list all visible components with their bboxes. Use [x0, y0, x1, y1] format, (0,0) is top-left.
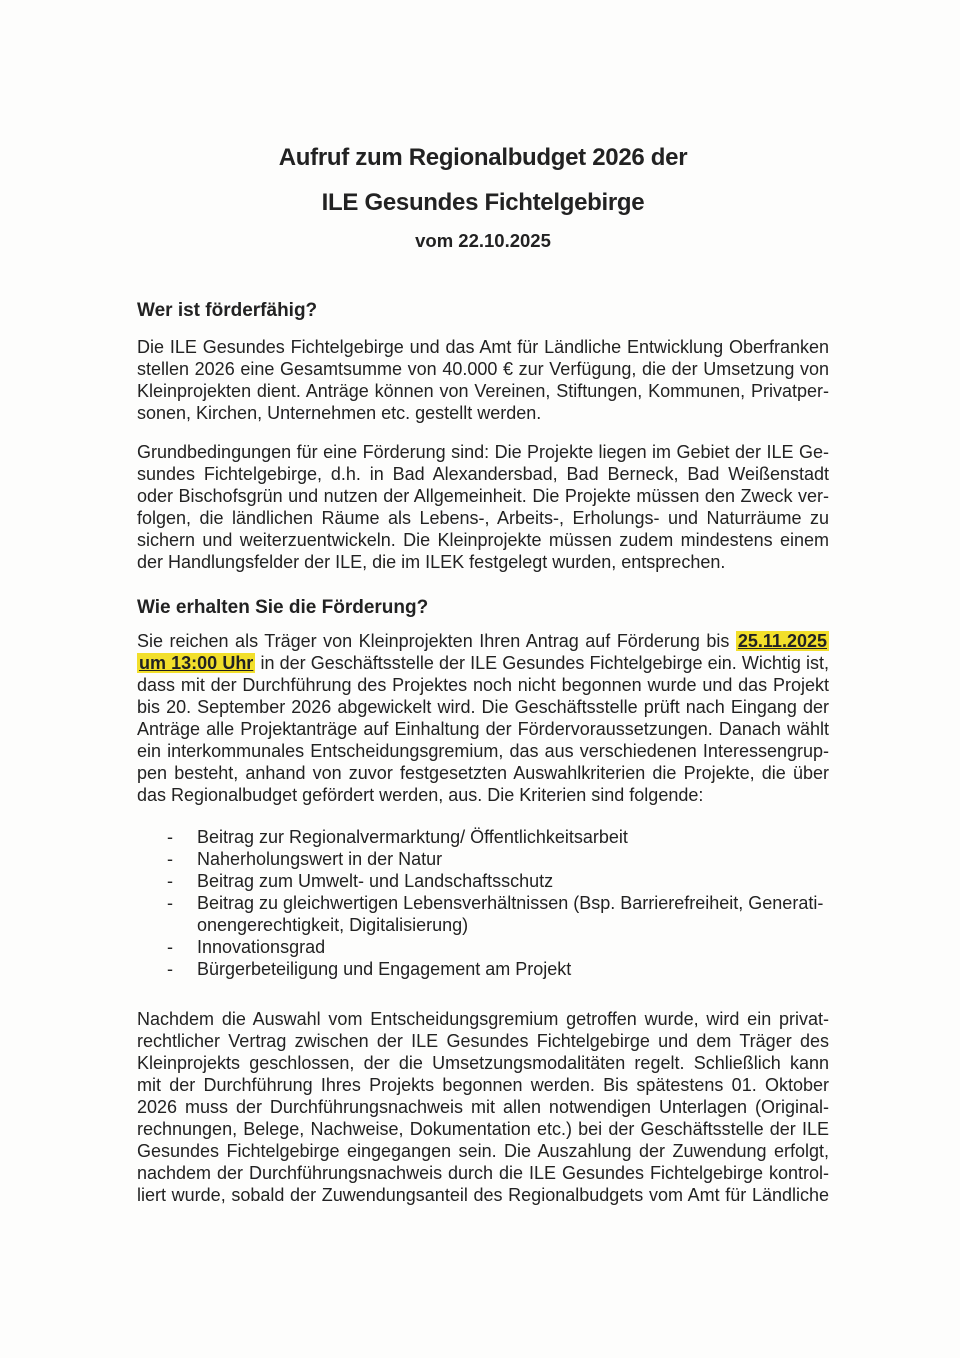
text-segment: rechtlicher Vertrag zwischen der ILE Gesundes Fichtelgebirge und dem Träger des: [137, 1031, 829, 1051]
text-segment: Grundbedingungen für eine Förderung sind: Die Projekte liegen im Gebiet der ILE Ge-: [137, 442, 829, 462]
paragraph-line: [137, 718, 829, 740]
text-segment: sichern und weiterzuentwickeln. Die Kleinprojekte müssen zudem mindestens einem: [137, 530, 829, 550]
list-item: [137, 870, 829, 892]
paragraph-line: [137, 762, 829, 784]
paragraph-line: [137, 358, 829, 380]
list-item-text: [197, 870, 829, 892]
text-segment: Kleinprojekts geschlossen, der die Umsetzungsmodalitäten regelt. Schließlich kann: [137, 1053, 829, 1073]
list-item-text: [197, 892, 829, 936]
list-item: [137, 936, 829, 958]
list-item-line: Innovationsgrad: [197, 937, 326, 957]
text-segment: Kleinprojekten dient. Anträge können von Vereinen, Stiftungen, Kommunen, Privatper-: [137, 381, 829, 401]
dash-bullet: -: [167, 871, 173, 891]
highlighted-deadline: um 13:00 Uhr: [139, 653, 254, 673]
paragraph-line: [137, 696, 829, 718]
list-item-text: [197, 958, 829, 980]
text-segment: Gesundes Fichtelgebirge eingegangen sein. Die Auszahlung der Zuwendung erfolgt,: [137, 1141, 829, 1161]
paragraph-line: [137, 551, 829, 573]
document-body: [137, 300, 829, 1206]
dash-bullet: -: [167, 959, 173, 979]
paragraph-line: [137, 380, 829, 402]
section-heading: Wer ist förderfähig?: [137, 300, 318, 321]
text-segment: oder Bischofsgrün und nutzen der Allgemeinheit. Die Projekte müssen den Zweck ver-: [137, 486, 829, 506]
text-segment: Nachdem die Auswahl vom Entscheidungsgremium getroffen wurde, wird ein privat-: [137, 1009, 829, 1029]
list-item-line: Beitrag zum Umwelt- und Landschaftsschutz: [197, 871, 554, 891]
text-segment: dass mit der Durchführung des Projektes noch nicht begonnen wurde und das Projekt: [137, 675, 829, 695]
paragraph-line: [137, 674, 829, 696]
list-item-line: Bürgerbeteiligung und Engagement am Projekt: [197, 959, 572, 979]
text-segment: bis 20. September 2026 abgewickelt wird. Die Geschäftsstelle prüft nach Eingang der: [137, 697, 829, 717]
dash-bullet: -: [167, 937, 173, 957]
paragraph: [137, 336, 829, 424]
dash-bullet: -: [167, 849, 173, 869]
text-segment: stellen 2026 eine Gesamtsumme von 40.000 € zur Verfügung, die der Umsetzung von: [137, 359, 829, 379]
section-heading: Wie erhalten Sie die Förderung?: [137, 597, 429, 618]
list-item-text: [197, 848, 829, 870]
paragraph-line: [137, 441, 829, 463]
paragraph-line: [137, 784, 829, 806]
paragraph-line: [137, 1074, 829, 1096]
document-date: vom 22.10.2025: [415, 230, 551, 251]
text-segment: der Handlungsfelder der ILE, die im ILEK festgelegt wurden, entsprechen.: [137, 552, 726, 572]
paragraph-line: [137, 1184, 829, 1206]
paragraph-line: [137, 1052, 829, 1074]
paragraph-line: [137, 1096, 829, 1118]
list-item-line: Beitrag zu gleichwertigen Lebensverhältnissen (Bsp. Barrierefreiheit, Generati-: [197, 893, 824, 913]
list-item: [137, 958, 829, 980]
list-item-line: Naherholungswert in der Natur: [197, 849, 443, 869]
highlighted-deadline: 25.11.2025: [737, 631, 827, 651]
text-segment: sonen, Kirchen, Unternehmen etc. gestellt werden.: [137, 403, 542, 423]
document-content: [137, 0, 829, 1206]
paragraph-line: [137, 740, 829, 762]
text-segment: nachdem der Durchführungsnachweis durch die ILE Gesundes Fichtelgebirge kontrol-: [137, 1163, 829, 1183]
paragraph: [137, 1008, 829, 1206]
document-title-line2: ILE Gesundes Fichtelgebirge: [321, 189, 645, 216]
paragraph-line: [137, 402, 829, 424]
list-item: [137, 848, 829, 870]
paragraph-line: [137, 1008, 829, 1030]
paragraph-line: [137, 1030, 829, 1052]
list-item: [137, 826, 829, 848]
criteria-list: [137, 826, 829, 980]
paragraph-line: [137, 463, 829, 485]
paragraph-line: [137, 529, 829, 551]
list-item-text: [197, 936, 829, 958]
paragraph-line: [137, 485, 829, 507]
text-segment: liert wurde, sobald der Zuwendungsanteil des Regionalbudgets vom Amt für Ländliche: [137, 1185, 829, 1205]
paragraph-line: [137, 1162, 829, 1184]
text-segment: folgen, die ländlichen Räume als Lebens-, Arbeits-, Erholungs- und Naturräume zu: [137, 508, 829, 528]
paragraph-line: [137, 652, 829, 674]
text-segment: 2026 muss der Durchführungsnachweis mit allen notwendigen Unterlagen (Original-: [137, 1097, 829, 1117]
paragraph: [137, 630, 829, 806]
text-segment: das Regionalbudget gefördert werden, aus. Die Kriterien sind folgende:: [137, 785, 704, 805]
text-segment: Anträge alle Projektanträge auf Einhaltung der Fördervoraussetzungen. Danach wählt: [137, 719, 829, 739]
list-item: [137, 892, 829, 936]
text-segment: mit der Durchführung Ihres Projekts begonnen werden. Bis spätestens 01. Oktober: [137, 1075, 829, 1095]
text-segment: Die ILE Gesundes Fichtelgebirge und das Amt für Ländliche Entwicklung Oberfranken: [137, 337, 829, 357]
paragraph-line: [137, 507, 829, 529]
list-item-line: onengerechtigkeit, Digitalisierung): [197, 915, 469, 935]
paragraph-line: [137, 336, 829, 358]
paragraph-line: [137, 630, 829, 652]
paragraph-line: [137, 1118, 829, 1140]
text-segment: Sie reichen als Träger von Kleinprojekten Ihren Antrag auf Förderung bis: [137, 631, 736, 651]
paragraph: [137, 441, 829, 573]
paragraph-line: [137, 1140, 829, 1162]
text-segment: in der Geschäftsstelle der ILE Gesundes Fichtelgebirge ein. Wichtig ist,: [255, 653, 829, 673]
dash-bullet: -: [167, 893, 173, 913]
text-segment: sundes Fichtelgebirge, d.h. in Bad Alexandersbad, Bad Berneck, Bad Weißenstadt: [137, 464, 829, 484]
dash-bullet: -: [167, 827, 173, 847]
text-segment: rechnungen, Belege, Nachweise, Dokumentation etc.) bei der Geschäftsstelle der ILE: [137, 1119, 829, 1139]
document-title-line1: Aufruf zum Regionalbudget 2026 der: [278, 144, 688, 171]
text-segment: pen besteht, anhand von zuvor festgesetzten Auswahlkriterien die Projekte, die über: [137, 763, 829, 783]
list-item-line: Beitrag zur Regionalvermarktung/ Öffentlichkeitsarbeit: [197, 827, 628, 847]
list-item-text: [197, 826, 829, 848]
text-segment: ein interkommunales Entscheidungsgremium, das aus verschiedenen Interessengrup-: [137, 741, 829, 761]
